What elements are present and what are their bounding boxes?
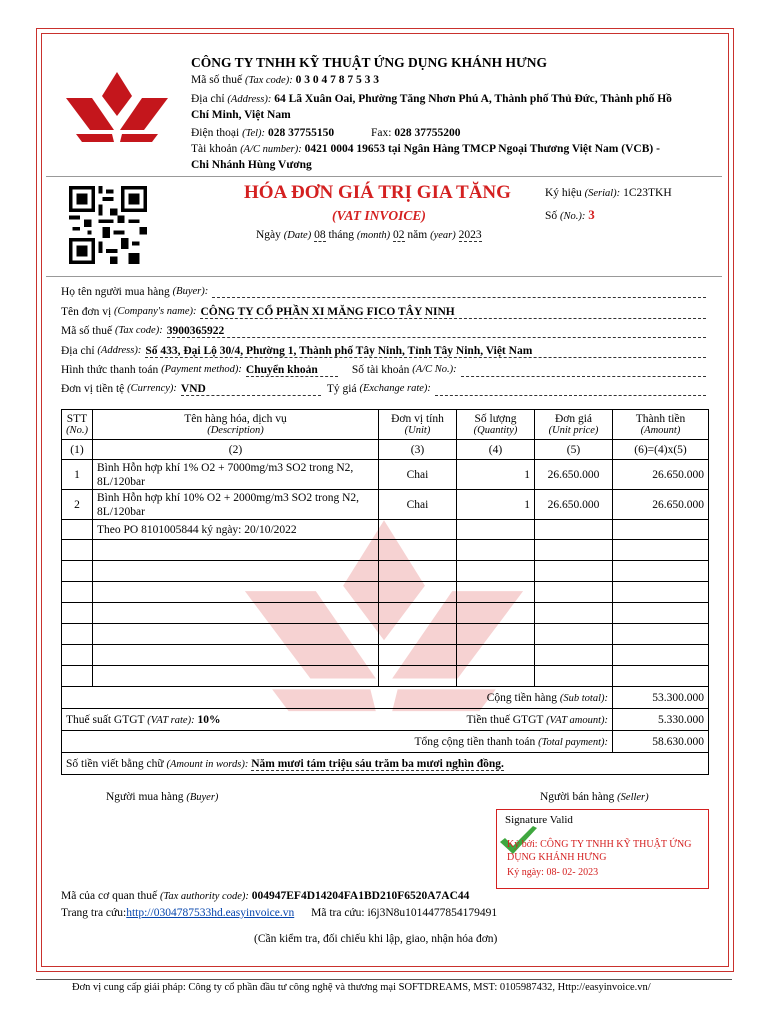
seller-signature-label: Người bán hàng (Seller) (540, 791, 649, 803)
invoice-title: HÓA ĐƠN GIÁ TRỊ GIA TĂNG (244, 182, 511, 203)
buyer-address-row: Địa chỉ (Address): Số 433, Đại Lộ 30/4, Phường 1, Thành phố Tây Ninh, Tỉnh Tây Ninh, Việt Nam (61, 345, 706, 358)
buyer-tax-value: 3900365922 (167, 325, 706, 338)
buyer-address-value: Số 433, Đại Lộ 30/4, Phường 1, Thành phố Tây Ninh, Tỉnh Tây Ninh, Việt Nam (145, 345, 706, 358)
header-amount: Thành tiền (Amount) (613, 410, 709, 440)
invoice-year: 2023 (458, 229, 482, 241)
digital-signature-box (496, 809, 709, 889)
vat-amount-label: Tiền thuế GTGT (VAT amount): (466, 713, 608, 726)
buyer-rate-value (435, 383, 706, 396)
divider (46, 276, 722, 277)
buyer-name-value (212, 286, 706, 298)
lookup-row: Trang tra cứu:http://0304787533hd.easyinvoice.vn Mã tra cứu: i6j3N8u1014477854179491 (61, 907, 498, 919)
table-row: Theo PO 8101005844 ký ngày: 20/10/2022 (62, 520, 709, 540)
table-row: 2 Bình Hỗn hợp khí 10% O2 + 2000mg/m3 SO2 trong N2, 8L/120bar Chai 1 26.650.000 26.650.000 (62, 490, 709, 520)
amount-in-words: Năm mươi tám triệu sáu trăm ba mươi nghìn đồng. (251, 757, 504, 770)
header-no: STT (No.) (62, 410, 93, 440)
table-empty-row (62, 624, 709, 645)
table-empty-row (62, 603, 709, 624)
header-description: Tên hàng hóa, dịch vụ (Description) (93, 410, 379, 440)
signed-date: Ký ngày: 08- 02- 2023 (507, 867, 599, 878)
tax-authority-code: 004947EF4D14204FA1BD210F6520A7AC44 (251, 890, 470, 902)
table-empty-row (62, 582, 709, 603)
invoice-serial-row: Ký hiệu (Serial): 1C23TKH (545, 187, 672, 199)
seller-address-line2: Chí Minh, Việt Nam (191, 109, 291, 121)
buyer-currency-row: Đơn vị tiền tệ (Currency): VND Tỷ giá (Exchange rate): (61, 383, 706, 396)
buyer-signature-label: Người mua hàng (Buyer) (106, 791, 219, 803)
buyer-account-value (461, 364, 706, 377)
buyer-tax-row: Mã số thuế (Tax code): 3900365922 (61, 325, 706, 338)
table-index-row: (1) (2) (3) (4) (5) (6)=(4)x(5) (62, 440, 709, 460)
buyer-company-value: CÔNG TY CỔ PHẦN XI MĂNG FICO TÂY NINH (200, 306, 706, 319)
table-empty-row (62, 561, 709, 582)
seller-account-row: Tài khoản (A/C number): 0421 0004 19653 tại Ngân Hàng TMCP Ngoại Thương Việt Nam (VCB) - (191, 143, 660, 155)
divider (46, 176, 722, 177)
seller-address-row: Địa chỉ (Address): 64 Lã Xuân Oai, Phường Tăng Nhơn Phú A, Thành phố Thủ Đức, Thành phố Hồ (191, 93, 672, 105)
invoice-subtitle: (VAT INVOICE) (332, 208, 426, 223)
table-empty-row (62, 540, 709, 561)
seller-tax-code: 0 3 0 4 7 8 7 5 3 3 (295, 74, 379, 86)
total-value: 58.630.000 (613, 731, 709, 753)
buyer-currency-value: VND (181, 383, 321, 396)
table-row: 1 Bình Hỗn hợp khí 1% O2 + 7000mg/m3 SO2 trong N2, 8L/120bar Chai 1 26.650.000 26.650.000 (62, 460, 709, 490)
footer-divider (36, 979, 732, 980)
seller-tax-row: Mã số thuế (Tax code): 0 3 0 4 7 8 7 5 3 3 (191, 74, 379, 86)
lookup-url-link[interactable]: http://0304787533hd.easyinvoice.vn (126, 907, 295, 919)
table-empty-row (62, 645, 709, 666)
buyer-name-row: Họ tên người mua hàng (Buyer): (61, 286, 706, 298)
vat-amount-value: 5.330.000 (613, 709, 709, 731)
company-logo-icon (62, 68, 172, 144)
signature-valid-text: Signature Valid (505, 814, 573, 826)
invoice-number: 3 (588, 207, 595, 222)
table-empty-row (62, 666, 709, 687)
vat-row (62, 709, 709, 731)
invoice-month: 02 (393, 229, 405, 241)
invoice-date-row: Ngày (Date) 08 tháng (month) 02 năm (year) 2023 (256, 229, 482, 241)
seller-company-name: CÔNG TY TNHH KỸ THUẬT ỨNG DỤNG KHÁNH HƯNG (191, 55, 548, 70)
tax-authority-code-row: Mã của cơ quan thuế (Tax authority code): 004947EF4D14204FA1BD210F6520A7AC44 (61, 890, 470, 902)
buyer-payment-value: Chuyển khoản (246, 364, 338, 377)
header-quantity: Số lượng (Quantity) (457, 410, 535, 440)
subtotal-row: Cộng tiền hàng (Sub total): 53.300.000 (62, 687, 709, 709)
words-row: Số tiền viết bằng chữ (Amount in words): Năm mươi tám triệu sáu trăm ba mươi nghìn đồng. (62, 753, 709, 775)
subtotal-value: 53.300.000 (613, 687, 709, 709)
buyer-company-row: Tên đơn vị (Company's name): CÔNG TY CỔ PHẦN XI MĂNG FICO TÂY NINH (61, 306, 706, 319)
invoice-number-row: Số (No.): 3 (545, 207, 595, 222)
footer-provider: Đơn vị cung cấp giải pháp: Công ty cổ phần đầu tư công nghệ và thương mại SOFTDREAMS, MST: 0105987432, Http://easyinvoice.vn/ (72, 982, 651, 993)
seller-fax-row: Fax: 028 37755200 (371, 127, 461, 139)
items-table (61, 409, 709, 775)
vat-rate: Thuế suất GTGT (VAT rate): 10% (66, 713, 221, 726)
header-unit-price: Đơn giá (Unit price) (535, 410, 613, 440)
buyer-payment-row: Hình thức thanh toán (Payment method): Chuyển khoản Số tài khoản (A/C No.): (61, 364, 706, 377)
qr-code-icon (66, 186, 150, 264)
verification-note: (Cần kiểm tra, đối chiếu khi lập, giao, nhận hóa đơn) (254, 933, 498, 945)
header-unit: Đơn vị tính (Unit) (379, 410, 457, 440)
invoice-day: 08 (314, 229, 326, 241)
table-header-row (62, 410, 709, 440)
lookup-code: i6j3N8u1014477854179491 (367, 907, 498, 919)
signed-by: Ký bởi: CÔNG TY TNHH KỸ THUẬT ỨNG DỤNG KHÁNH HƯNG (507, 839, 692, 863)
total-row: Tổng cộng tiền thanh toán (Total payment): 58.630.000 (62, 731, 709, 753)
seller-account-line2: Chi Nhánh Hùng Vương (191, 159, 312, 171)
invoice-serial: 1C23TKH (623, 187, 672, 199)
seller-phone-row: Điện thoại (Tel): 028 37755150 (191, 127, 335, 139)
